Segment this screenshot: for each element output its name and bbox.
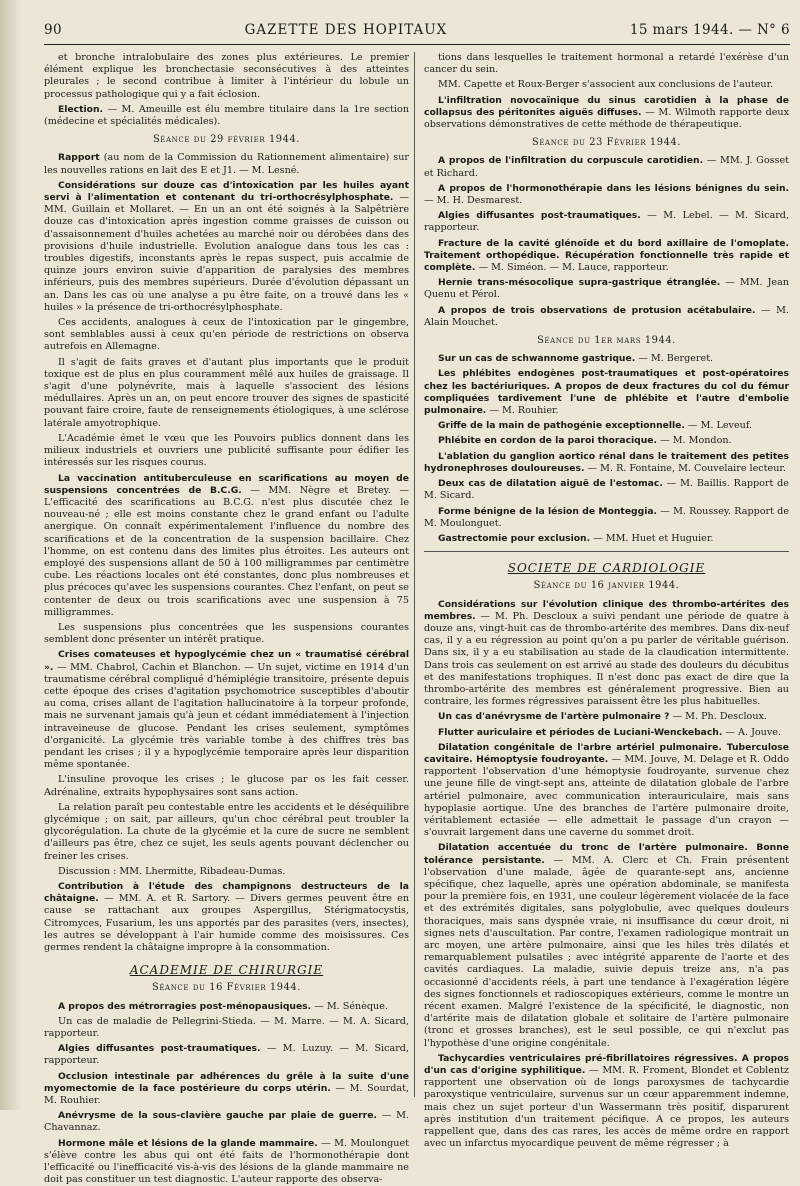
article-title: L'infiltration novocaïnique du sinus carotidien à la phase de collapsus des péritonites aiguës diffuses.: [424, 94, 789, 118]
article-text: Ces accidents, analogues à ceux de l'intoxication par le gingembre, sont semblables aussi à ceux qu'en période de restrictions on observa autrefois en Allemagne.: [44, 317, 409, 353]
society-heading: SOCIETE DE CARDIOLOGIE: [507, 561, 706, 576]
article-text: — M. Baillis. Rapport de M. Sicard.: [424, 478, 789, 502]
session-date-heading: Séance du 23 Février 1944.: [532, 137, 681, 149]
article-text: — M. Leveuf.: [684, 420, 753, 432]
article-text: — M. Ph. Descloux a suivi pendant une période de quatre à douze ans, vingt-huit cas de thrombo-artérite des membres. Dans dix-neuf cas, il y a eu régression au point qu'on a pu parler de véritable guérison. Dans six, il y a eu stabilisation au stade de la claudication intermittente. Dans trois cas seulement on est arrivé au stade des douleurs du décubitus et des manifestations trophiques. Il n'est donc pas exact de dire que la thrombo-artérite des membres est généralement progressive. Bien au contraire, les formes régressives paraissent être les plus habituelles.: [424, 610, 789, 708]
article-paragraph: [424, 533, 789, 545]
article-paragraph: [424, 506, 789, 530]
article-paragraph: [424, 711, 789, 723]
article-text: — MM. J. Gosset et Richard.: [424, 155, 789, 179]
article-text: — M. Sourdat, M. Rouhier.: [44, 1082, 409, 1107]
article-text: — MM. Jouve, M. Delage et R. Oddo rapportent l'observation d'une hémoptysie foudroyante, survenue chez une jeune fille de vingt-sept ans, atteinte de dilatation globale de l'arbre artériel pulmonaire, avec communication interauriculaire, mais sans hypoplasie aortique. Une des branches de l'artère pulmonaire droite, véritablement ectasiée — elle admettait le passage d'un crayon — s'ouvrait largement dans une caverne du sommet droit.: [424, 753, 789, 839]
article-paragraph: [44, 152, 409, 176]
article-text: La relation paraît peu contestable entre les accidents et le déséquilibre glycémique ; on sait, par ailleurs, qu'un choc cérébral peut troubler la glycorégulation. La chute de la glycémie et la cure de sucre ne semblent d'ailleurs pas être, chez ce sujet, les seuls agents pouvant déclencher ou freiner les crises.: [44, 801, 409, 862]
article-text: Un cas de maladie de Pellegrini-Stieda. — M. Marre. — M. A. Sicard, rapporteur.: [44, 1015, 409, 1040]
article-text: — M. Roussey. Rapport de M. Moulonguet.: [424, 505, 789, 529]
article-paragraph: [424, 435, 789, 447]
article-text: — M. Mondon.: [657, 435, 732, 447]
article-paragraph: [424, 420, 789, 432]
article-text: Les suspensions plus concentrées que les suspensions courantes semblent donc présenter un intérêt pratique.: [44, 621, 409, 646]
article-paragraph: [44, 357, 409, 430]
article-text: et bronche intralobulaire des zones plus extérieures. Le premier élément explique les bronchectasie seconsécutives à des atteintes pleurales ; le second contribue à limiter à l'intérieur du lobule un processus pathologique qui y a fait éclosion.: [44, 52, 409, 100]
article-title: Considérations sur l'évolution clinique des thrombo-artérites des membres.: [424, 598, 789, 622]
article-paragraph: [424, 238, 789, 275]
article-paragraph: [424, 305, 789, 329]
article-paragraph: [424, 368, 789, 417]
article-text: — M. Luzuy. — M. Sicard, rapporteur.: [44, 1043, 409, 1067]
article-text: — MM. R. Froment, Blondet et Coblentz rapportent une observation où de longs paroxysmes de tachycardie paroxystique ventriculaire, survenus sur un cœur apparemment indemne, mais chez un sujet porteur d'un Wassermann très positif, disparurent après institution d'un traitement pécifique. A ce propos, les auteurs rappellent que, dans des cas rares, les accès de même ordre en rapport avec un infarctus myocardique peuvent de même régresser ; à: [424, 1065, 789, 1150]
section-rule: [424, 551, 789, 552]
article-title: Algies diffusantes post-traumatiques.: [438, 210, 641, 222]
article-text: — M. Rouhier.: [486, 405, 559, 417]
article-paragraph: [424, 79, 789, 91]
article-text: — M. R. Fontaine, M. Couvelaire lecteur.: [584, 462, 786, 474]
column-divider: [414, 52, 415, 1097]
article-text: — M. Siméon. — M. Lauce, rapporteur.: [475, 262, 669, 274]
article-text: — M. Alain Mouchet.: [424, 304, 789, 328]
article-paragraph: [44, 180, 409, 314]
article-title: Flutter auriculaire et périodes de Luciani-Wenckebach.: [438, 726, 723, 738]
article-title: A propos des métrorragies post-ménopausiques.: [58, 1000, 312, 1012]
article-paragraph: [424, 353, 789, 365]
article-title: Election.: [58, 103, 103, 115]
article-title: Dilatation accentuée du tronc de l'artère pulmonaire. Bonne tolérance persistante.: [424, 842, 789, 866]
article-title: Fracture de la cavité glénoïde et du bord axillaire de l'omoplate. Traitement orthopédique. Récupération fonctionnelle très rapide et complète.: [424, 237, 789, 274]
article-paragraph: [424, 842, 789, 1049]
article-text: L'insuline provoque les crises ; le glucose par os les fait cesser. Adrénaline, extraits hypophysaires sont sans action.: [44, 774, 409, 798]
article-paragraph: [44, 473, 409, 619]
article-title: Gastrectomie pour exclusion.: [438, 532, 591, 544]
page-header: [44, 18, 790, 42]
article-title: Considérations sur douze cas d'intoxication par les huiles ayant servi à l'alimentation et contenant du tri-orthocrésylphosphate.: [44, 179, 409, 204]
article-text: — M. Lebel. — M. Sicard, rapporteur.: [424, 210, 789, 234]
right-column: [424, 52, 789, 1150]
article-paragraph: [44, 52, 409, 101]
article-title: Dilatation congénitale de l'arbre artériel pulmonaire. Tuberculose cavitaire. Hémoptysie foudroyante.: [424, 741, 789, 765]
article-title: Un cas d'anévrysme de l'artère pulmonaire ?: [438, 711, 670, 723]
session-date-heading: Séance du 16 janvier 1944.: [533, 580, 680, 592]
article-text: — M. Ph. Descloux.: [669, 711, 767, 723]
article-title: Phlébite en cordon de la paroi thoracique.: [438, 435, 658, 447]
article-text: — M. Bergeret.: [635, 353, 714, 365]
article-paragraph: [44, 1110, 409, 1134]
article-paragraph: [424, 478, 789, 502]
article-title: Rapport: [58, 152, 100, 164]
article-paragraph: [424, 52, 789, 76]
article-title: A propos de l'hormonothérapie dans les lésions bénignes du sein.: [438, 182, 789, 194]
article-paragraph: [424, 1053, 789, 1151]
article-paragraph: [44, 802, 409, 863]
article-title: Algies diffusantes post-traumatiques.: [58, 1043, 261, 1055]
article-paragraph: [44, 1016, 409, 1040]
article-title: Contribution à l'étude des champignons destructeurs de la châtaigne.: [44, 881, 409, 905]
article-title: Anévrysme de la sous-clavière gauche par plaie de guerre.: [58, 1110, 377, 1122]
article-title: L'ablation du ganglion aortico rénal dans le traitement des petites hydronephroses douloureuses.: [424, 450, 789, 474]
session-date-heading: Séance du 29 février 1944.: [153, 134, 300, 146]
article-text: — MM. Huet et Huguier.: [590, 532, 714, 544]
article-paragraph: [424, 210, 789, 234]
article-title: Occlusion intestinale par adhérences du grêle à la suite d'une myomectomie de la face postérieure du corps utérin.: [44, 1070, 409, 1094]
article-title: Griffe de la main de pathogénie exceptionnelle.: [438, 420, 685, 432]
article-title: Forme bénigne de la lésion de Monteggia.: [438, 505, 658, 517]
page-number: 90: [44, 22, 62, 38]
article-paragraph: [44, 1138, 409, 1186]
article-text: — MM. Jean Quenu et Pérol.: [424, 277, 789, 301]
article-title: Sur un cas de schwannome gastrique.: [438, 353, 636, 365]
article-text: MM. Capette et Roux-Berger s'associent aux conclusions de l'auteur.: [438, 79, 774, 91]
article-paragraph: [424, 451, 789, 475]
article-title: Hormone mâle et lésions de la glande mammaire.: [58, 1137, 318, 1149]
article-paragraph: [44, 104, 409, 128]
article-text: — M. Moulonguet s'élève contre les abus qui ont été faits de l'hormonothérapie dont l'efficacité ou l'inefficacité vis-à-vis des lésions de la glande mammaire ne doit pas constituer un test diagnostic. L'auteur rapporte des observa-: [44, 1137, 409, 1186]
article-paragraph: [44, 866, 409, 878]
article-text: — MM. Chabrol, Cachin et Blanchon. — Un sujet, victime en 1914 d'un traumatisme cérébral compliqué d'hémiplégie transitoire, présente depuis cette époque des crises d'agitation psychomotrice susceptibles d'aboutir au coma, crises allant de l'agitation hallucinatoire à la torpeur profonde, mais ne survenant jamais qu'à jeun et cédant immédiatement à l'injection intraveineuse de glucose. Pendant les crises seulement, symptômes d'organicité. La glycémie très variable tombe à des chiffres très bas pendant les crises ; il y a hypoglycémie temporaire après leur disparition même spontanée.: [44, 661, 409, 771]
article-text: Il s'agit de faits graves et d'autant plus importants que le produit toxique est de plus en plus couramment mêlé aux huiles de graissage. Il s'agit d'une polynévrite, mais à laquelle s'associent des lésions médullaires. Après un an, on peut encore trouver des signes de spasticité pouvant faire croire, faute de renseignements étiologiques, à une sclérose latérale amyotrophique.: [44, 356, 409, 429]
article-title: Les phlébites endogènes post-traumatiques et post-opératoires chez les bactériuriques. A propos de deux fractures du col du fémur compliquées tardivement l'une de phlébite et l'autre d'embolie pulmonaire.: [424, 368, 789, 417]
issue-date: 15 mars 1944. — N° 6: [629, 22, 790, 38]
article-paragraph: [424, 155, 789, 179]
journal-title: GAZETTE DES HOPITAUX: [244, 22, 448, 38]
article-paragraph: [44, 649, 409, 771]
article-paragraph: [424, 599, 789, 709]
article-text: tions dans lesquelles le traitement hormonal a retardé l'exérèse d'un cancer du sein.: [424, 52, 789, 76]
article-paragraph: [424, 95, 789, 132]
article-text: — M. Chavannaz.: [44, 1110, 409, 1134]
article-paragraph: [424, 183, 789, 207]
header-rule: [44, 44, 790, 45]
article-text: (au nom de la Commission du Rationnement alimentaire) sur les nouvelles rations en lait des E et J1. — M. Lesné.: [44, 152, 409, 176]
left-column: [44, 52, 410, 1186]
article-text: Discussion : MM. Lhermitte, Ribadeau-Dumas.: [58, 865, 286, 877]
article-title: A propos de l'infiltration du corpuscule carotidien.: [438, 155, 704, 167]
article-title: Hernie trans-mésocolique supra-gastrique étranglée.: [438, 277, 721, 289]
article-paragraph: [424, 727, 789, 739]
article-text: L'Académie émet le vœu que les Pouvoirs publics donnent dans les milieux industriels et ouvriers une publicité suffisante pour édifier les intéressés sur les risques courus.: [44, 432, 409, 469]
article-paragraph: [424, 742, 789, 840]
article-title: Crises comateuses et hypoglycémie chez un « traumatisé cérébral ».: [44, 649, 409, 673]
article-paragraph: [44, 1071, 409, 1108]
article-title: Tachycardies ventriculaires pré-fibrillatoires régressives. A propos d'un cas d'origine syphilitique.: [424, 1052, 789, 1077]
article-paragraph: [44, 1043, 409, 1067]
article-text: — A. Jouve.: [722, 726, 782, 738]
article-paragraph: [44, 317, 409, 354]
article-text: — M. Sénèque.: [311, 1000, 388, 1012]
article-paragraph: [44, 622, 409, 646]
article-text: — M. Wilmoth rapporte deux observations démonstratives de cette méthode de thérapeutique.: [424, 106, 789, 131]
article-text: — M. H. Desmarest.: [424, 195, 523, 207]
article-paragraph: [424, 277, 789, 301]
article-paragraph: [44, 433, 409, 470]
article-title: A propos de trois observations de protusion acétabulaire.: [438, 304, 756, 316]
article-paragraph: [44, 1001, 409, 1013]
page-binding-edge: [0, 0, 22, 1110]
article-text: — MM. A. et R. Sartory. — Divers germes peuvent être en cause se rattachant aux groupes Aspergillus, Stérigmatocystis, Citromyces, Fusarium, les uns apportés par des parasites (vers, insectes), les autres se développant à l'air humide comme des moisissures. Ces germes rendent la châtaigne impropre à la consommation.: [44, 893, 409, 954]
article-text: — M. Ameuille est élu membre titulaire dans la 1re section (médecine et spécialités médicales).: [44, 103, 409, 128]
article-paragraph: [44, 881, 409, 954]
article-title: Deux cas de dilatation aiguë de l'estomac.: [438, 478, 663, 490]
session-date-heading: Séance du 16 Février 1944.: [152, 982, 301, 994]
article-paragraph: [44, 774, 409, 798]
article-title: La vaccination antituberculeuse en scarifications au moyen de suspensions concentrées de B.C.G.: [44, 472, 409, 496]
article-text: — MM. Nègre et Bretey. — L'efficacité des scarifications au B.C.G. n'est plus discutée chez le nouveau-né ; elle est moins constante chez le grand enfant ou l'adulte anergique. On connaît expérimentalement l'influence du nombre des scarifications et de la concentration de la suspension bacillaire. Chez l'homme, on est contenu dans des limites plus étroites. Les auteurs ont employé des suspensions allant de 50 à 100 milligrammes par centimètre cube. Les réactions locales ont été constantes, donc plus nombreuses et plus précoces qu'avec les suspensions courantes. Chez l'enfant, on peut se contenter de deux ou trois scarifications avec une suspension à 75 milligrammes.: [44, 484, 410, 618]
article-text: — MM. A. Clerc et Ch. Frain présentent l'observation d'une malade, âgée de quarante-sept ans, ancienne spécifique, chez laquelle, après une opération abdominale, se manifesta pour la première fois, en 1931, une couleur légèrement violacée de la face et des extrémités digitales, sans polyglobulie, avec quelques douleurs thoraciques, mais sans dyspnée vraie, ni insuffisance du cœur droit, ni signes nets d'auscultation. Par contre, l'examen radiologique montrait un arc moyen, une artère pulmonaire, ainsi que les hiles très dilatés et remarquablement pulsatiles ; avec intégrité apparente de l'aorte et des cavités cardiaques. La maladie, suivie depuis treize ans, n'a pas occasionné d'accidents réels, à part une tendance à l'exagération légère des signes fonctionnels et radioscopiques extérieurs, comme le montre un récent examen. Malgré l'existence de la spécificité, le diagnostic, non d'artérite mais de dilatation globale et solitaire de l'artère pulmonaire (tronc et grosses branches), est le seul possible, ce qui n'exclut pas l'hypothèse d'une origine congénitale.: [424, 854, 789, 1049]
society-heading: ACADEMIE DE CHIRURGIE: [129, 963, 324, 978]
session-date-heading: Séance du 1er mars 1944.: [537, 335, 676, 347]
article-text: — MM. Guillain et Mollaret. — En un an ont été soignés à la Salpêtrière douze cas d'intoxication après ingestion comme graisses de cuisson ou d'assaisonnement d'huiles achetées au marché noir ou dérobées dans des provisions d'huile industrielle. Evolution analogue dans tous les cas : troubles digestifs, inconstants après le repas suspect, puis accalmie de quinze jours environ suivie d'apparition de paralysies des membres inférieurs, puis des membres supérieurs. Durée d'évolution dépassant un an. Dans les cas où une analyse a pu être faite, on a trouvé dans les « huiles » la présence de tri-orthocrésylphosphate.: [44, 192, 409, 313]
